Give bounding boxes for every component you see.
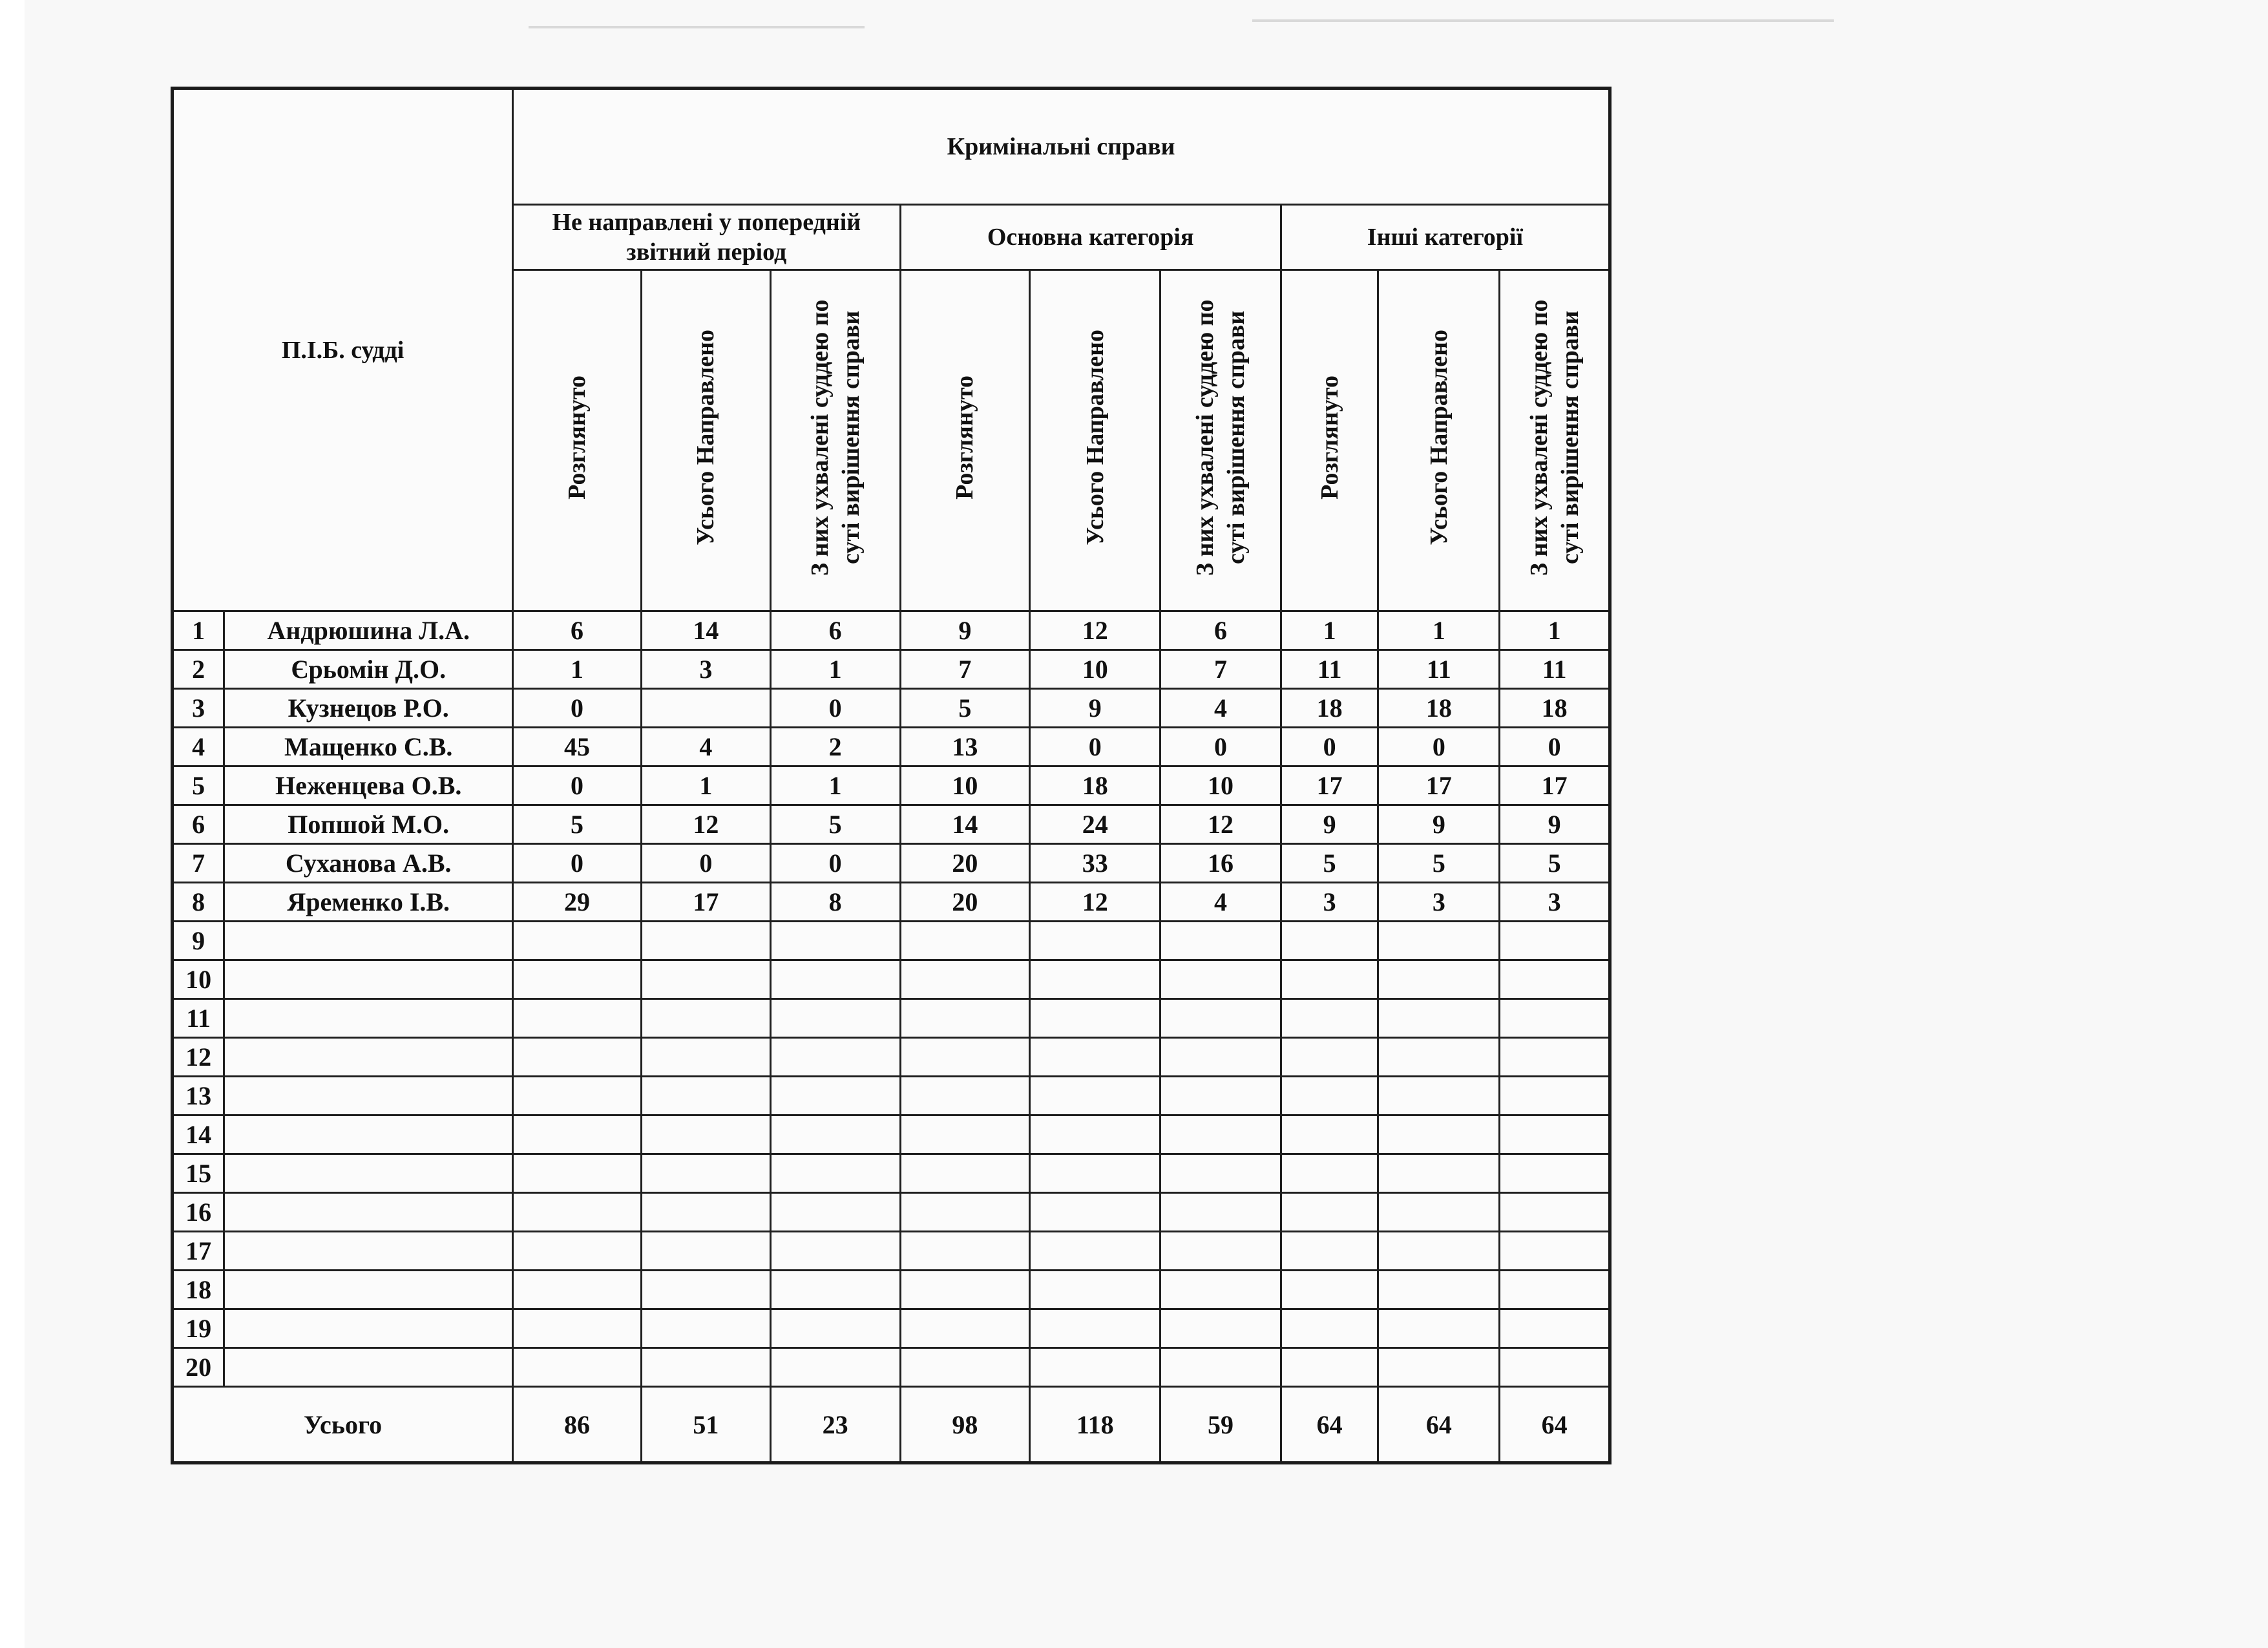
cell-other-total-sent: 3 (1378, 883, 1500, 922)
row-number: 3 (173, 689, 224, 728)
total-other-decided-on-merits: 64 (1500, 1387, 1610, 1463)
row-number: 1 (173, 611, 224, 650)
cell-main-decided-on-merits (1160, 1348, 1281, 1387)
judge-name (224, 1115, 513, 1154)
cell-main-decided-on-merits: 4 (1160, 883, 1281, 922)
table-row (173, 1038, 1610, 1077)
cell-main-total-sent (1030, 1193, 1160, 1232)
cell-other-total-sent (1378, 1193, 1500, 1232)
cell-previous-total-sent: 4 (641, 728, 770, 766)
total-previous-reviewed: 86 (513, 1387, 642, 1463)
table-row (173, 805, 1610, 844)
judge-name: Яременко І.В. (224, 883, 513, 922)
cell-main-reviewed: 14 (900, 805, 1030, 844)
cell-previous-decided-on-merits (770, 1077, 900, 1115)
cell-main-decided-on-merits (1160, 1271, 1281, 1309)
subheader-other-total-sent (1378, 270, 1500, 611)
paper-edge (0, 0, 25, 1648)
judge-name: Єрьомін Д.О. (224, 650, 513, 689)
cell-other-reviewed (1281, 922, 1378, 960)
cell-previous-total-sent: 1 (641, 766, 770, 805)
cell-previous-reviewed: 5 (513, 805, 642, 844)
cell-previous-decided-on-merits: 6 (770, 611, 900, 650)
cell-previous-decided-on-merits (770, 1232, 900, 1271)
cell-previous-reviewed (513, 1232, 642, 1271)
cell-previous-decided-on-merits (770, 1154, 900, 1193)
cell-main-decided-on-merits: 0 (1160, 728, 1281, 766)
cell-previous-decided-on-merits (770, 999, 900, 1038)
subheader-main-total-sent (1030, 270, 1160, 611)
cell-previous-decided-on-merits: 0 (770, 689, 900, 728)
table-row (173, 883, 1610, 922)
judge-name (224, 1271, 513, 1309)
judge-name (224, 1232, 513, 1271)
cell-other-total-sent (1378, 999, 1500, 1038)
cell-main-total-sent (1030, 1038, 1160, 1077)
cell-main-decided-on-merits (1160, 1115, 1281, 1154)
cell-other-reviewed: 5 (1281, 844, 1378, 883)
cell-main-total-sent: 10 (1030, 650, 1160, 689)
row-number: 12 (173, 1038, 224, 1077)
cell-previous-reviewed: 1 (513, 650, 642, 689)
cell-other-total-sent (1378, 1232, 1500, 1271)
table-row (173, 1271, 1610, 1309)
row-number: 9 (173, 922, 224, 960)
cell-other-decided-on-merits (1500, 960, 1610, 999)
judge-name: Мащенко С.В. (224, 728, 513, 766)
cell-other-decided-on-merits: 0 (1500, 728, 1610, 766)
cell-previous-decided-on-merits: 1 (770, 766, 900, 805)
cell-other-total-sent (1378, 1154, 1500, 1193)
table-row (173, 922, 1610, 960)
cell-other-reviewed (1281, 1115, 1378, 1154)
table-row (173, 1193, 1610, 1232)
judge-name (224, 999, 513, 1038)
cell-previous-reviewed (513, 1348, 642, 1387)
cell-main-reviewed (900, 1038, 1030, 1077)
criminal-cases-table (171, 87, 1612, 1464)
row-number: 20 (173, 1348, 224, 1387)
subheader-label: З них ухвалені суддею по суті вирішення справи (1525, 299, 1584, 576)
cell-other-decided-on-merits (1500, 1271, 1610, 1309)
cell-other-total-sent (1378, 1271, 1500, 1309)
subheader-previous-decided-on-merits (770, 270, 900, 611)
subheader-main-decided-on-merits (1160, 270, 1281, 611)
cell-other-decided-on-merits (1500, 1077, 1610, 1115)
judge-name (224, 1154, 513, 1193)
total-row (173, 1387, 1610, 1463)
row-number: 6 (173, 805, 224, 844)
cell-other-total-sent (1378, 960, 1500, 999)
subheader-label: З них ухвалені суддею по суті вирішення справи (806, 299, 865, 576)
cell-main-total-sent: 0 (1030, 728, 1160, 766)
judge-name: Попшой М.О. (224, 805, 513, 844)
cell-other-total-sent: 17 (1378, 766, 1500, 805)
cell-main-reviewed (900, 922, 1030, 960)
row-number: 14 (173, 1115, 224, 1154)
cell-previous-total-sent (641, 1038, 770, 1077)
cell-previous-decided-on-merits (770, 1309, 900, 1348)
cell-other-reviewed (1281, 960, 1378, 999)
cell-main-decided-on-merits: 12 (1160, 805, 1281, 844)
cell-other-total-sent: 11 (1378, 650, 1500, 689)
cell-previous-reviewed (513, 1115, 642, 1154)
subheader-previous-total-sent (641, 270, 770, 611)
cell-other-total-sent: 0 (1378, 728, 1500, 766)
cell-main-total-sent: 12 (1030, 883, 1160, 922)
cell-other-reviewed (1281, 999, 1378, 1038)
cell-other-total-sent: 1 (1378, 611, 1500, 650)
judge-name-header: П.І.Б. судді (173, 89, 513, 611)
cell-previous-reviewed (513, 960, 642, 999)
cell-previous-total-sent (641, 1232, 770, 1271)
cell-other-decided-on-merits: 5 (1500, 844, 1610, 883)
cell-other-total-sent (1378, 1077, 1500, 1115)
cell-other-reviewed (1281, 1309, 1378, 1348)
cell-previous-decided-on-merits: 1 (770, 650, 900, 689)
table-row (173, 689, 1610, 728)
total-main-reviewed: 98 (900, 1387, 1030, 1463)
table-row (173, 611, 1610, 650)
row-number: 11 (173, 999, 224, 1038)
cell-main-decided-on-merits (1160, 999, 1281, 1038)
cell-main-decided-on-merits (1160, 1038, 1281, 1077)
cell-main-decided-on-merits: 10 (1160, 766, 1281, 805)
cell-other-reviewed: 17 (1281, 766, 1378, 805)
subheader-other-decided-on-merits (1500, 270, 1610, 611)
row-number: 13 (173, 1077, 224, 1115)
cell-other-total-sent (1378, 922, 1500, 960)
judge-name (224, 1348, 513, 1387)
cell-other-total-sent: 9 (1378, 805, 1500, 844)
cell-previous-reviewed (513, 999, 642, 1038)
cell-other-decided-on-merits (1500, 999, 1610, 1038)
cell-main-total-sent (1030, 1271, 1160, 1309)
cell-other-total-sent (1378, 1115, 1500, 1154)
cell-other-total-sent: 18 (1378, 689, 1500, 728)
cell-other-decided-on-merits: 17 (1500, 766, 1610, 805)
cell-previous-decided-on-merits (770, 1115, 900, 1154)
total-previous-decided-on-merits: 23 (770, 1387, 900, 1463)
subheader-label: Усього Направлено (692, 329, 720, 545)
cell-main-decided-on-merits (1160, 1309, 1281, 1348)
cell-previous-reviewed (513, 1154, 642, 1193)
cell-previous-reviewed: 0 (513, 689, 642, 728)
cell-previous-total-sent (641, 1077, 770, 1115)
table-row (173, 650, 1610, 689)
cell-main-total-sent (1030, 1077, 1160, 1115)
cell-previous-decided-on-merits (770, 1193, 900, 1232)
cell-main-reviewed (900, 960, 1030, 999)
cell-other-decided-on-merits: 11 (1500, 650, 1610, 689)
cell-main-decided-on-merits (1160, 1077, 1281, 1115)
cell-previous-total-sent (641, 1348, 770, 1387)
row-number: 10 (173, 960, 224, 999)
subheader-label: Розглянуто (1316, 375, 1343, 500)
total-other-total-sent: 64 (1378, 1387, 1500, 1463)
cell-previous-total-sent (641, 999, 770, 1038)
cell-previous-decided-on-merits (770, 922, 900, 960)
cell-main-decided-on-merits (1160, 960, 1281, 999)
cell-previous-total-sent (641, 1193, 770, 1232)
scan-artifact (1252, 19, 1834, 22)
cell-previous-reviewed: 29 (513, 883, 642, 922)
cell-other-reviewed (1281, 1271, 1378, 1309)
cell-main-reviewed (900, 1115, 1030, 1154)
judge-name: Андрюшина Л.А. (224, 611, 513, 650)
table-row (173, 1154, 1610, 1193)
cell-previous-decided-on-merits: 5 (770, 805, 900, 844)
judge-name (224, 960, 513, 999)
cell-other-reviewed: 1 (1281, 611, 1378, 650)
cell-main-total-sent: 24 (1030, 805, 1160, 844)
cell-main-total-sent (1030, 960, 1160, 999)
cell-main-reviewed: 9 (900, 611, 1030, 650)
cell-previous-decided-on-merits (770, 960, 900, 999)
total-label: Усього (173, 1387, 513, 1463)
group-header-main-category: Основна категорія (900, 205, 1281, 270)
subheader-main-reviewed (900, 270, 1030, 611)
subheader-label: З них ухвалені суддею по суті вирішення справи (1191, 299, 1250, 576)
cell-previous-total-sent (641, 1271, 770, 1309)
judge-name (224, 1077, 513, 1115)
row-number: 4 (173, 728, 224, 766)
row-number: 5 (173, 766, 224, 805)
cell-other-decided-on-merits: 9 (1500, 805, 1610, 844)
cell-other-decided-on-merits (1500, 1232, 1610, 1271)
cell-other-decided-on-merits (1500, 1115, 1610, 1154)
cell-previous-decided-on-merits: 8 (770, 883, 900, 922)
cell-main-reviewed (900, 999, 1030, 1038)
cell-main-total-sent (1030, 1348, 1160, 1387)
cell-previous-decided-on-merits (770, 1038, 900, 1077)
cell-previous-decided-on-merits (770, 1348, 900, 1387)
cell-other-decided-on-merits (1500, 1309, 1610, 1348)
cell-main-total-sent (1030, 999, 1160, 1038)
cell-other-decided-on-merits: 1 (1500, 611, 1610, 650)
cell-main-decided-on-merits: 16 (1160, 844, 1281, 883)
cell-other-reviewed: 3 (1281, 883, 1378, 922)
row-number: 2 (173, 650, 224, 689)
cell-previous-reviewed: 0 (513, 766, 642, 805)
cell-other-decided-on-merits (1500, 1348, 1610, 1387)
subheader-other-reviewed (1281, 270, 1378, 611)
cell-other-reviewed (1281, 1154, 1378, 1193)
cell-previous-total-sent (641, 960, 770, 999)
cell-main-total-sent: 33 (1030, 844, 1160, 883)
cell-other-decided-on-merits (1500, 1193, 1610, 1232)
group-header-other-categories: Інші категорії (1281, 205, 1610, 270)
cell-main-total-sent (1030, 1154, 1160, 1193)
judge-name: Кузнецов Р.О. (224, 689, 513, 728)
cell-main-total-sent (1030, 922, 1160, 960)
judge-name (224, 922, 513, 960)
cell-main-reviewed (900, 1154, 1030, 1193)
cell-other-total-sent (1378, 1309, 1500, 1348)
judge-name (224, 1193, 513, 1232)
cell-previous-decided-on-merits: 0 (770, 844, 900, 883)
cell-main-decided-on-merits (1160, 1232, 1281, 1271)
judge-name (224, 1309, 513, 1348)
total-other-reviewed: 64 (1281, 1387, 1378, 1463)
row-number: 7 (173, 844, 224, 883)
cell-previous-total-sent (641, 1115, 770, 1154)
cell-main-decided-on-merits: 4 (1160, 689, 1281, 728)
table-row (173, 728, 1610, 766)
cell-previous-total-sent (641, 1154, 770, 1193)
cell-previous-reviewed (513, 922, 642, 960)
cell-previous-total-sent: 0 (641, 844, 770, 883)
subheader-label: Усього Направлено (1425, 329, 1453, 545)
cell-main-total-sent: 12 (1030, 611, 1160, 650)
cell-other-reviewed: 11 (1281, 650, 1378, 689)
cell-main-reviewed: 5 (900, 689, 1030, 728)
cell-main-decided-on-merits: 6 (1160, 611, 1281, 650)
cell-previous-total-sent: 3 (641, 650, 770, 689)
cell-previous-total-sent: 17 (641, 883, 770, 922)
judge-name (224, 1038, 513, 1077)
cell-other-reviewed (1281, 1193, 1378, 1232)
cell-previous-reviewed: 6 (513, 611, 642, 650)
cell-other-reviewed (1281, 1038, 1378, 1077)
cell-main-reviewed (900, 1193, 1030, 1232)
cell-other-reviewed: 18 (1281, 689, 1378, 728)
table-row (173, 999, 1610, 1038)
table-row (173, 1115, 1610, 1154)
cell-main-reviewed: 20 (900, 883, 1030, 922)
cell-other-total-sent (1378, 1038, 1500, 1077)
judge-name: Неженцева О.В. (224, 766, 513, 805)
cell-main-total-sent (1030, 1309, 1160, 1348)
table-row (173, 1232, 1610, 1271)
cell-main-decided-on-merits (1160, 1154, 1281, 1193)
row-number: 19 (173, 1309, 224, 1348)
cell-previous-total-sent (641, 689, 770, 728)
row-number: 8 (173, 883, 224, 922)
cell-previous-reviewed (513, 1038, 642, 1077)
cell-previous-reviewed (513, 1271, 642, 1309)
scan-artifact (529, 26, 865, 28)
cell-previous-total-sent: 12 (641, 805, 770, 844)
table-row (173, 1348, 1610, 1387)
cell-main-reviewed (900, 1077, 1030, 1115)
cell-main-total-sent: 9 (1030, 689, 1160, 728)
cell-other-reviewed: 9 (1281, 805, 1378, 844)
judge-name: Суханова А.В. (224, 844, 513, 883)
table-row (173, 1309, 1610, 1348)
total-previous-total-sent: 51 (641, 1387, 770, 1463)
cell-main-total-sent (1030, 1232, 1160, 1271)
cell-previous-reviewed: 45 (513, 728, 642, 766)
subheader-label: Розглянуто (951, 375, 979, 500)
cell-previous-total-sent (641, 922, 770, 960)
cell-previous-reviewed (513, 1193, 642, 1232)
table-row (173, 1077, 1610, 1115)
cell-previous-decided-on-merits: 2 (770, 728, 900, 766)
cell-main-reviewed: 13 (900, 728, 1030, 766)
cell-previous-reviewed: 0 (513, 844, 642, 883)
row-number: 16 (173, 1193, 224, 1232)
cell-main-reviewed: 7 (900, 650, 1030, 689)
cell-main-decided-on-merits: 7 (1160, 650, 1281, 689)
cell-previous-reviewed (513, 1077, 642, 1115)
cell-main-decided-on-merits (1160, 922, 1281, 960)
total-main-decided-on-merits: 59 (1160, 1387, 1281, 1463)
cell-other-decided-on-merits (1500, 922, 1610, 960)
subheader-label: Розглянуто (563, 375, 591, 500)
cell-other-reviewed (1281, 1232, 1378, 1271)
table-title: Кримінальні справи (513, 89, 1610, 205)
cell-main-reviewed (900, 1271, 1030, 1309)
cell-other-decided-on-merits: 18 (1500, 689, 1610, 728)
cell-other-total-sent (1378, 1348, 1500, 1387)
cell-previous-total-sent (641, 1309, 770, 1348)
cell-other-decided-on-merits (1500, 1038, 1610, 1077)
cell-previous-reviewed (513, 1309, 642, 1348)
cell-other-decided-on-merits: 3 (1500, 883, 1610, 922)
cell-previous-decided-on-merits (770, 1271, 900, 1309)
row-number: 17 (173, 1232, 224, 1271)
row-number: 15 (173, 1154, 224, 1193)
cell-main-reviewed: 20 (900, 844, 1030, 883)
row-number: 18 (173, 1271, 224, 1309)
cell-other-decided-on-merits (1500, 1154, 1610, 1193)
cell-main-total-sent (1030, 1115, 1160, 1154)
total-main-total-sent: 118 (1030, 1387, 1160, 1463)
table-row (173, 766, 1610, 805)
cell-other-total-sent: 5 (1378, 844, 1500, 883)
cell-main-reviewed: 10 (900, 766, 1030, 805)
cell-main-decided-on-merits (1160, 1193, 1281, 1232)
subheader-label: Усього Направлено (1081, 329, 1109, 545)
group-header-previous-period: Не направлені у попередній звітний період (513, 205, 900, 270)
cell-main-reviewed (900, 1309, 1030, 1348)
cell-other-reviewed: 0 (1281, 728, 1378, 766)
cell-previous-total-sent: 14 (641, 611, 770, 650)
cell-main-reviewed (900, 1232, 1030, 1271)
table-row (173, 844, 1610, 883)
subheader-previous-reviewed (513, 270, 642, 611)
cell-main-total-sent: 18 (1030, 766, 1160, 805)
cell-other-reviewed (1281, 1348, 1378, 1387)
cell-main-reviewed (900, 1348, 1030, 1387)
cell-other-reviewed (1281, 1077, 1378, 1115)
table-row (173, 960, 1610, 999)
